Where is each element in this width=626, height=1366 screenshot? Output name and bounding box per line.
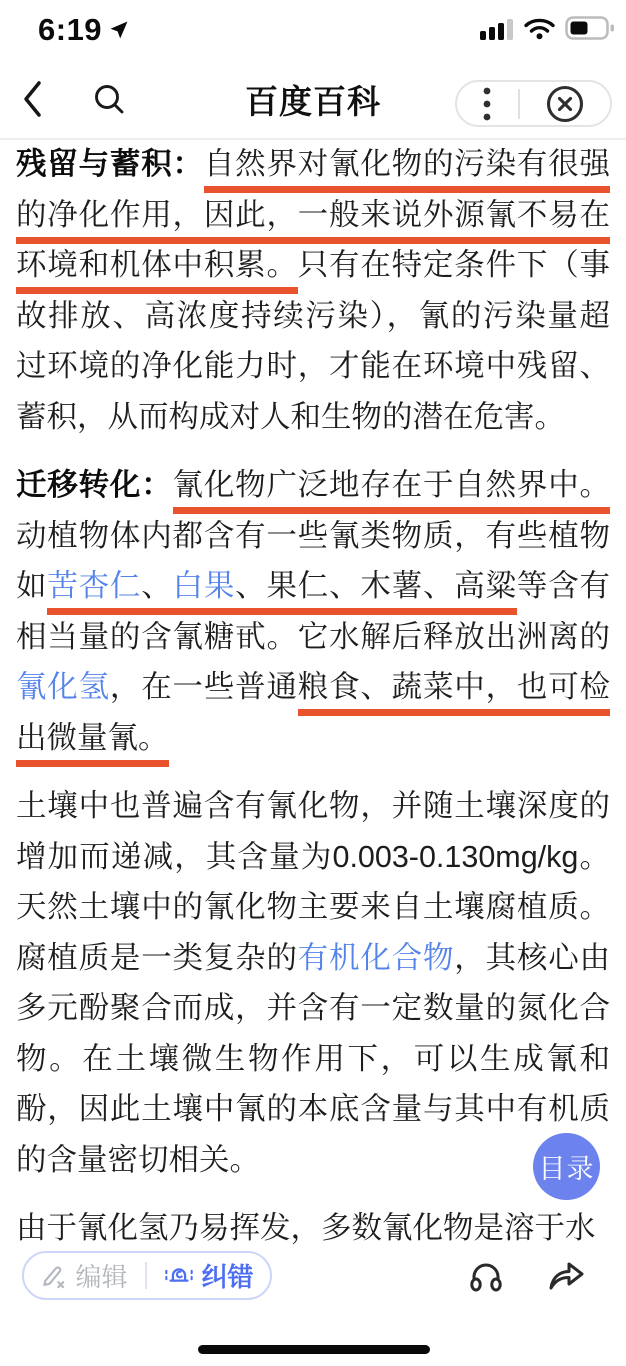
- status-bar: [0, 0, 626, 60]
- body-text: 等含有相当量的含氰糖甙。它水解后释放出洲离的: [16, 569, 610, 654]
- highlighted-text: 粮食、蔬菜中，也可检出微量氰。: [16, 670, 610, 767]
- paragraph-residue-accumulation: [16, 139, 610, 442]
- highlighted-text: 自然界对氰化物的污染有很强的净化作用，因此，一般来说外源氰不易在环境和机体中积累。: [16, 147, 610, 294]
- back-button[interactable]: [22, 80, 44, 118]
- paragraph-migration-transformation: [16, 460, 610, 763]
- time-text: 6:19: [38, 12, 103, 47]
- bottom-toolbar: [0, 1248, 626, 1366]
- link-hydrogen-cyanide[interactable]: 氰化氢: [16, 670, 110, 704]
- link-organic-compound[interactable]: 有机化合物: [297, 940, 455, 975]
- body-text: 土壤中也普遍含有氰化物，并随土壤深度的增加而递减，其含量为0.003-0.130mg/kg。天然土壤中的氰化物主要来自土壤腐植质。腐植质是一类复杂的: [16, 789, 610, 975]
- edit-correct-capsule: [22, 1251, 272, 1300]
- highlighted-text: 氰化物广泛地存在于自然界中。: [173, 468, 610, 514]
- more-menu-icon[interactable]: [482, 86, 492, 122]
- share-icon[interactable]: [547, 1259, 587, 1293]
- listen-headphones-icon[interactable]: [468, 1261, 504, 1293]
- paragraph-soil-cyanide: [16, 781, 610, 1185]
- toc-button[interactable]: [533, 1133, 600, 1200]
- system-capsule: [455, 80, 612, 127]
- alarm-icon: [164, 1262, 194, 1289]
- link-ginkgo[interactable]: 白果: [173, 569, 236, 615]
- page-title: 百度百科: [245, 82, 381, 120]
- section-label: 迁移转化：: [16, 468, 173, 502]
- cellular-signal-icon: [480, 16, 514, 40]
- toc-button-label: 目录: [538, 1154, 595, 1184]
- highlighted-text: 、果仁、木薯、高粱: [235, 569, 517, 615]
- link-bitter-almond[interactable]: 苦杏仁: [47, 569, 141, 615]
- edit-button[interactable]: [40, 1257, 127, 1294]
- article-content: [16, 139, 610, 1248]
- highlighted-text: 、: [141, 569, 172, 615]
- error-correction-button[interactable]: [164, 1257, 254, 1294]
- capsule-divider: [145, 1262, 147, 1289]
- pencil-icon: [40, 1262, 67, 1289]
- paragraph-volatility-clipped: [16, 1203, 610, 1248]
- capsule-divider: [518, 89, 520, 119]
- home-indicator[interactable]: [198, 1345, 430, 1354]
- search-icon[interactable]: [92, 82, 128, 118]
- battery-icon: [565, 16, 615, 40]
- nav-bar: [0, 60, 626, 140]
- body-text: ，其核心由多元酚聚合而成，并含有一定数量的氮化合物。在土壤微生物作用下，可以生成氰和酚，因此土壤中氰的本底含量与其中有机质的含量密切相关。: [16, 940, 610, 1177]
- status-time: [38, 12, 129, 48]
- body-text: ，在一些普通: [109, 670, 298, 704]
- body-text: 只有在特定条件下（事故排放、高浓度持续污染），氰的污染量超过环境的净化能力时，才能在环境中残留、蓄积，从而构成对人和生物的潜在危害。: [16, 248, 610, 434]
- section-label: 残留与蓄积：: [16, 147, 204, 181]
- body-text: 由于氰化氢乃易挥发，多数氰化物是溶于水: [16, 1211, 596, 1245]
- error-correction-label: 纠错: [201, 1262, 254, 1292]
- edit-button-label: 编辑: [75, 1262, 128, 1292]
- location-arrow-icon: [109, 20, 129, 40]
- close-icon[interactable]: [545, 84, 585, 124]
- wifi-icon: [523, 16, 556, 40]
- status-icons: [480, 16, 615, 40]
- body-text: 动植物体内都含有一些氰类物质，有些植物如: [16, 518, 610, 603]
